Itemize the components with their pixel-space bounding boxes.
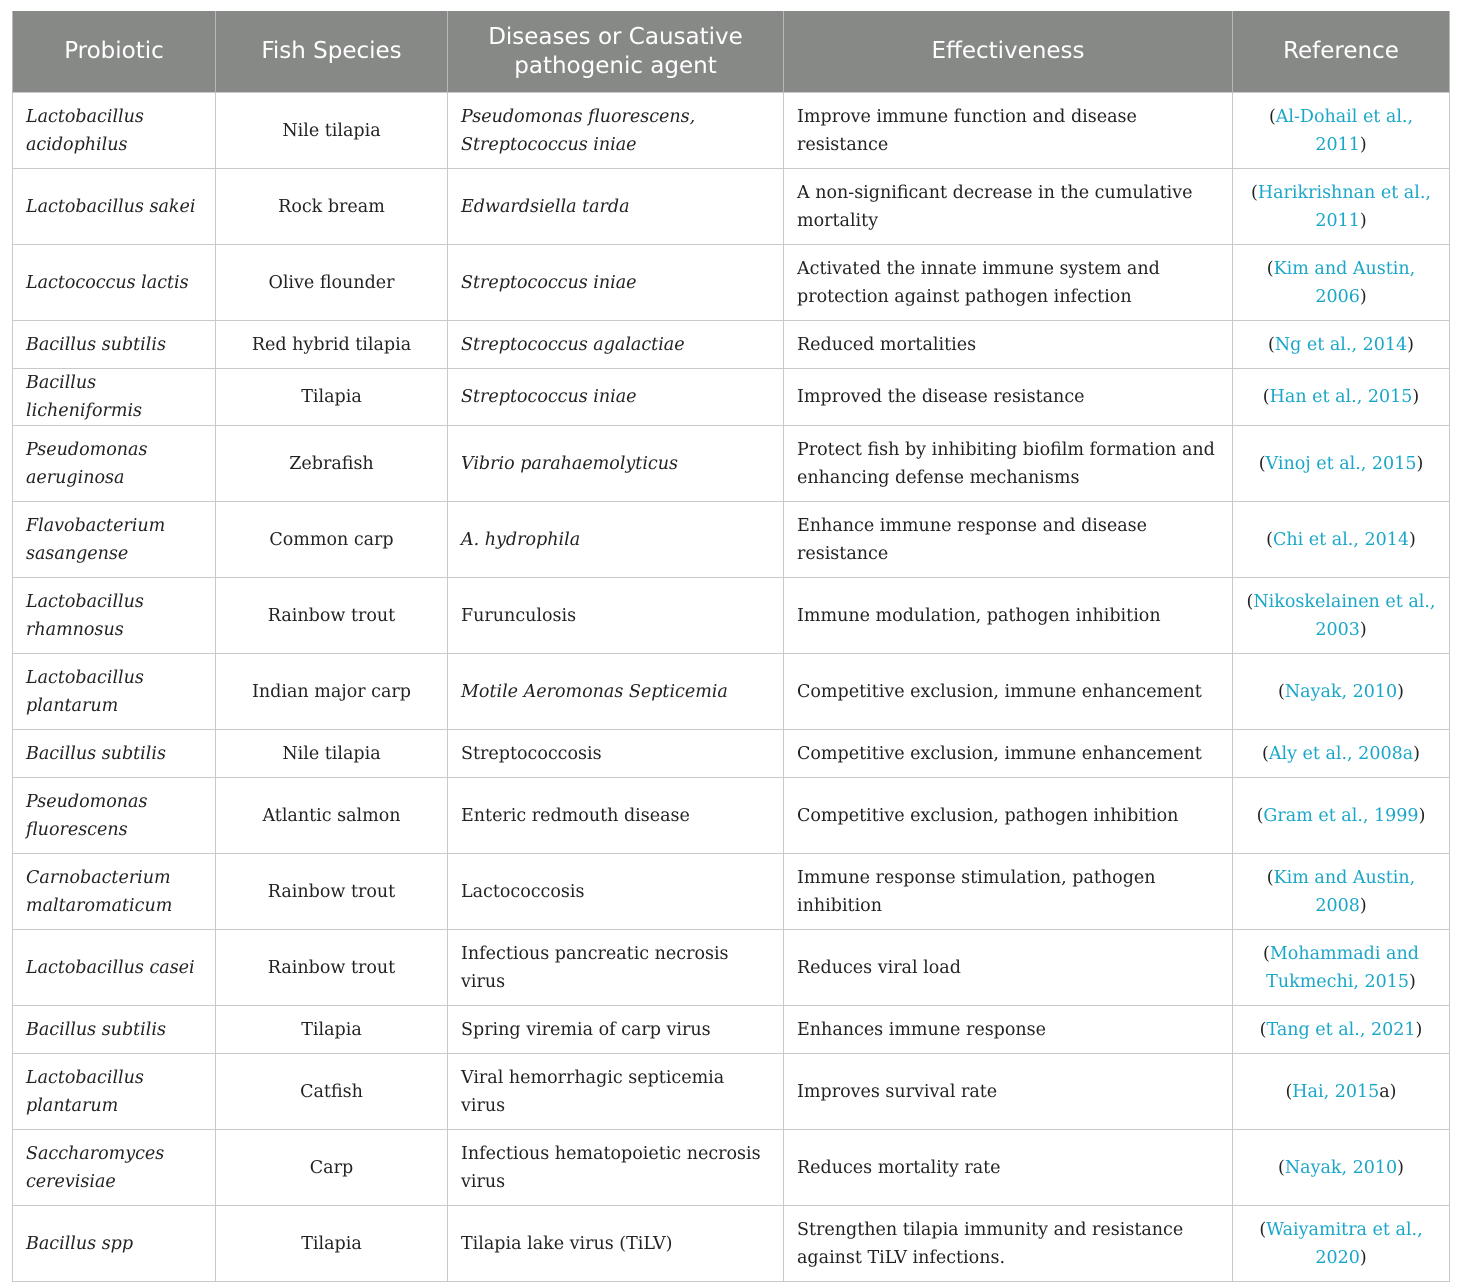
cell-probiotic: Lactococcus lactis — [13, 245, 216, 321]
cell-fish-species: Red hybrid tilapia — [216, 321, 448, 369]
table-header-row — [13, 11, 1450, 93]
cell-effectiveness: Immune modulation, pathogen inhibition — [784, 578, 1233, 654]
reference-open-paren: ( — [1268, 106, 1276, 127]
reference-close-paren: ) — [1407, 334, 1414, 355]
cell-reference — [1233, 369, 1450, 426]
cell-disease: Infectious pancreatic necrosis virus — [448, 930, 784, 1006]
reference-link[interactable]: Kim and Austin, 2008 — [1273, 867, 1416, 916]
cell-effectiveness: Protect fish by inhibiting biofilm formation and enhancing defense mechanisms — [784, 426, 1233, 502]
cell-reference — [1233, 1130, 1450, 1206]
reference-close-paren: ) — [1397, 1157, 1404, 1178]
reference-link[interactable]: Nayak, 2010 — [1284, 1157, 1398, 1178]
reference-link[interactable]: Gram et al., 1999 — [1263, 805, 1419, 826]
reference-link[interactable]: Kim and Austin, 2006 — [1273, 258, 1416, 307]
reference-open-paren: ( — [1266, 529, 1273, 550]
cell-effectiveness: Improved the disease resistance — [784, 369, 1233, 426]
reference-open-paren: ( — [1246, 591, 1254, 612]
cell-disease: Streptococcus iniae — [448, 369, 784, 426]
cell-effectiveness: Improves survival rate — [784, 1054, 1233, 1130]
cell-fish-species: Rainbow trout — [216, 854, 448, 930]
reference-link[interactable]: Al-Dohail et al., 2011 — [1275, 106, 1414, 155]
cell-disease: Pseudomonas fluorescens, Streptococcus iniae — [448, 93, 784, 169]
header-effectiveness: Effectiveness — [784, 11, 1233, 93]
reference-open-paren: ( — [1278, 681, 1285, 702]
table-row — [13, 426, 1450, 502]
cell-reference — [1233, 654, 1450, 730]
cell-effectiveness: A non-significant decrease in the cumulative mortality — [784, 169, 1233, 245]
cell-probiotic: Flavobacterium sasangense — [13, 502, 216, 578]
reference-close-paren: ) — [1416, 453, 1424, 474]
reference-link[interactable]: Mohammadi and Tukmechi, 2015 — [1266, 943, 1419, 992]
cell-fish-species: Catfish — [216, 1054, 448, 1130]
cell-fish-species: Carp — [216, 1130, 448, 1206]
cell-disease: Spring viremia of carp virus — [448, 1006, 784, 1054]
reference-link[interactable]: Vinoj et al., 2015 — [1265, 453, 1417, 474]
table-row — [13, 1054, 1450, 1130]
cell-fish-species: Olive flounder — [216, 245, 448, 321]
header-reference: Reference — [1233, 11, 1450, 93]
cell-probiotic: Bacillus spp — [13, 1206, 216, 1282]
reference-close-paren: ) — [1359, 286, 1367, 307]
reference-close-paren: ) — [1409, 971, 1416, 992]
table-row — [13, 730, 1450, 778]
reference-link[interactable]: Harikrishnan et al., 2011 — [1257, 182, 1431, 231]
cell-reference — [1233, 169, 1450, 245]
probiotics-table — [12, 11, 1450, 1282]
reference-open-paren: ( — [1285, 1081, 1293, 1102]
table-row — [13, 654, 1450, 730]
cell-reference — [1233, 245, 1450, 321]
cell-reference — [1233, 730, 1450, 778]
reference-close-paren: ) — [1359, 134, 1367, 155]
cell-effectiveness: Improve immune function and disease resistance — [784, 93, 1233, 169]
reference-open-paren: ( — [1259, 1019, 1267, 1040]
reference-close-paren: ) — [1415, 1019, 1423, 1040]
cell-reference — [1233, 778, 1450, 854]
reference-open-paren: ( — [1266, 867, 1274, 888]
reference-open-paren: ( — [1258, 453, 1266, 474]
reference-close-paren: ) — [1413, 743, 1420, 764]
cell-probiotic: Pseudomonas fluorescens — [13, 778, 216, 854]
cell-disease: Furunculosis — [448, 578, 784, 654]
cell-reference — [1233, 502, 1450, 578]
reference-open-paren: ( — [1262, 743, 1269, 764]
reference-link[interactable]: Han et al., 2015 — [1269, 387, 1413, 407]
cell-reference — [1233, 321, 1450, 369]
cell-probiotic: Bacillus licheniformis — [13, 369, 216, 426]
cell-reference — [1233, 1054, 1450, 1130]
cell-probiotic: Pseudomonas aeruginosa — [13, 426, 216, 502]
cell-probiotic: Lactobacillus plantarum — [13, 654, 216, 730]
cell-disease: A. hydrophila — [448, 502, 784, 578]
header-disease: Diseases or Causative pathogenic agent — [448, 11, 784, 93]
cell-reference — [1233, 578, 1450, 654]
header-probiotic: Probiotic — [13, 11, 216, 93]
cell-fish-species: Rainbow trout — [216, 578, 448, 654]
reference-close-paren: a) — [1379, 1081, 1397, 1102]
cell-fish-species: Tilapia — [216, 1206, 448, 1282]
cell-effectiveness: Reduces mortality rate — [784, 1130, 1233, 1206]
table-body — [13, 93, 1450, 1282]
cell-disease: Enteric redmouth disease — [448, 778, 784, 854]
cell-disease: Viral hemorrhagic septicemia virus — [448, 1054, 784, 1130]
cell-effectiveness: Enhances immune response — [784, 1006, 1233, 1054]
cell-effectiveness: Immune response stimulation, pathogen inhibition — [784, 854, 1233, 930]
cell-effectiveness: Enhance immune response and disease resistance — [784, 502, 1233, 578]
table-row — [13, 93, 1450, 169]
cell-fish-species: Nile tilapia — [216, 730, 448, 778]
cell-disease: Streptococcosis — [448, 730, 784, 778]
cell-probiotic: Lactobacillus sakei — [13, 169, 216, 245]
cell-reference — [1233, 426, 1450, 502]
reference-link[interactable]: Ng et al., 2014 — [1274, 334, 1408, 355]
cell-disease: Streptococcus agalactiae — [448, 321, 784, 369]
reference-open-paren: ( — [1262, 387, 1270, 407]
table-row — [13, 778, 1450, 854]
cell-disease: Motile Aeromonas Septicemia — [448, 654, 784, 730]
cell-effectiveness: Competitive exclusion, immune enhancement — [784, 654, 1233, 730]
cell-fish-species: Tilapia — [216, 1006, 448, 1054]
cell-disease: Vibrio parahaemolyticus — [448, 426, 784, 502]
cell-reference — [1233, 1006, 1450, 1054]
cell-fish-species: Indian major carp — [216, 654, 448, 730]
table-row — [13, 369, 1450, 426]
reference-open-paren: ( — [1263, 943, 1270, 964]
cell-probiotic: Bacillus subtilis — [13, 730, 216, 778]
reference-open-paren: ( — [1256, 805, 1264, 826]
reference-link[interactable]: Aly et al., 2008a — [1268, 743, 1414, 764]
cell-disease: Edwardsiella tarda — [448, 169, 784, 245]
reference-open-paren: ( — [1266, 258, 1274, 279]
table-row — [13, 169, 1450, 245]
cell-probiotic: Lactobacillus acidophilus — [13, 93, 216, 169]
cell-disease: Tilapia lake virus (TiLV) — [448, 1206, 784, 1282]
cell-effectiveness: Strengthen tilapia immunity and resistance against TiLV infections. — [784, 1206, 1233, 1282]
table-row — [13, 578, 1450, 654]
cell-effectiveness: Reduced mortalities — [784, 321, 1233, 369]
reference-link[interactable]: Nayak, 2010 — [1284, 681, 1398, 702]
cell-probiotic: Bacillus subtilis — [13, 1006, 216, 1054]
reference-close-paren: ) — [1418, 805, 1426, 826]
reference-link[interactable]: Waiyamitra et al., 2020 — [1266, 1219, 1423, 1268]
cell-probiotic: Bacillus subtilis — [13, 321, 216, 369]
reference-link[interactable]: Nikoskelainen et al., 2003 — [1253, 591, 1436, 640]
cell-reference — [1233, 1206, 1450, 1282]
cell-effectiveness: Competitive exclusion, immune enhancement — [784, 730, 1233, 778]
table-row — [13, 854, 1450, 930]
probiotics-table-container — [12, 11, 1449, 1282]
cell-fish-species: Zebrafish — [216, 426, 448, 502]
cell-disease: Streptococcus iniae — [448, 245, 784, 321]
reference-open-paren: ( — [1259, 1219, 1267, 1240]
cell-fish-species: Rock bream — [216, 169, 448, 245]
cell-reference — [1233, 930, 1450, 1006]
reference-link[interactable]: Hai, 2015 — [1292, 1081, 1380, 1102]
cell-effectiveness: Reduces viral load — [784, 930, 1233, 1006]
reference-open-paren: ( — [1278, 1157, 1285, 1178]
reference-open-paren: ( — [1251, 182, 1258, 203]
table-row — [13, 245, 1450, 321]
cell-effectiveness: Activated the innate immune system and protection against pathogen infection — [784, 245, 1233, 321]
cell-fish-species: Tilapia — [216, 369, 448, 426]
cell-fish-species: Common carp — [216, 502, 448, 578]
header-fish-species: Fish Species — [216, 11, 448, 93]
reference-open-paren: ( — [1268, 334, 1275, 355]
reference-close-paren: ) — [1359, 619, 1367, 640]
cell-fish-species: Atlantic salmon — [216, 778, 448, 854]
cell-fish-species: Nile tilapia — [216, 93, 448, 169]
reference-close-paren: ) — [1397, 681, 1404, 702]
reference-link[interactable]: Chi et al., 2014 — [1272, 529, 1410, 550]
cell-effectiveness: Competitive exclusion, pathogen inhibition — [784, 778, 1233, 854]
cell-probiotic: Lactobacillus rhamnosus — [13, 578, 216, 654]
table-row — [13, 502, 1450, 578]
reference-close-paren: ) — [1412, 387, 1420, 407]
cell-disease: Lactococcosis — [448, 854, 784, 930]
table-row — [13, 1006, 1450, 1054]
cell-probiotic: Lactobacillus plantarum — [13, 1054, 216, 1130]
reference-close-paren: ) — [1359, 1247, 1367, 1268]
table-row — [13, 1206, 1450, 1282]
cell-probiotic: Saccharomyces cerevisiae — [13, 1130, 216, 1206]
cell-fish-species: Rainbow trout — [216, 930, 448, 1006]
reference-close-paren: ) — [1359, 895, 1367, 916]
cell-probiotic: Carnobacterium maltaromaticum — [13, 854, 216, 930]
cell-probiotic: Lactobacillus casei — [13, 930, 216, 1006]
reference-close-paren: ) — [1359, 210, 1367, 231]
reference-close-paren: ) — [1409, 529, 1416, 550]
cell-reference — [1233, 854, 1450, 930]
table-row — [13, 930, 1450, 1006]
table-row — [13, 321, 1450, 369]
table-row — [13, 1130, 1450, 1206]
cell-reference — [1233, 93, 1450, 169]
reference-link[interactable]: Tang et al., 2021 — [1266, 1019, 1416, 1040]
cell-disease: Infectious hematopoietic necrosis virus — [448, 1130, 784, 1206]
